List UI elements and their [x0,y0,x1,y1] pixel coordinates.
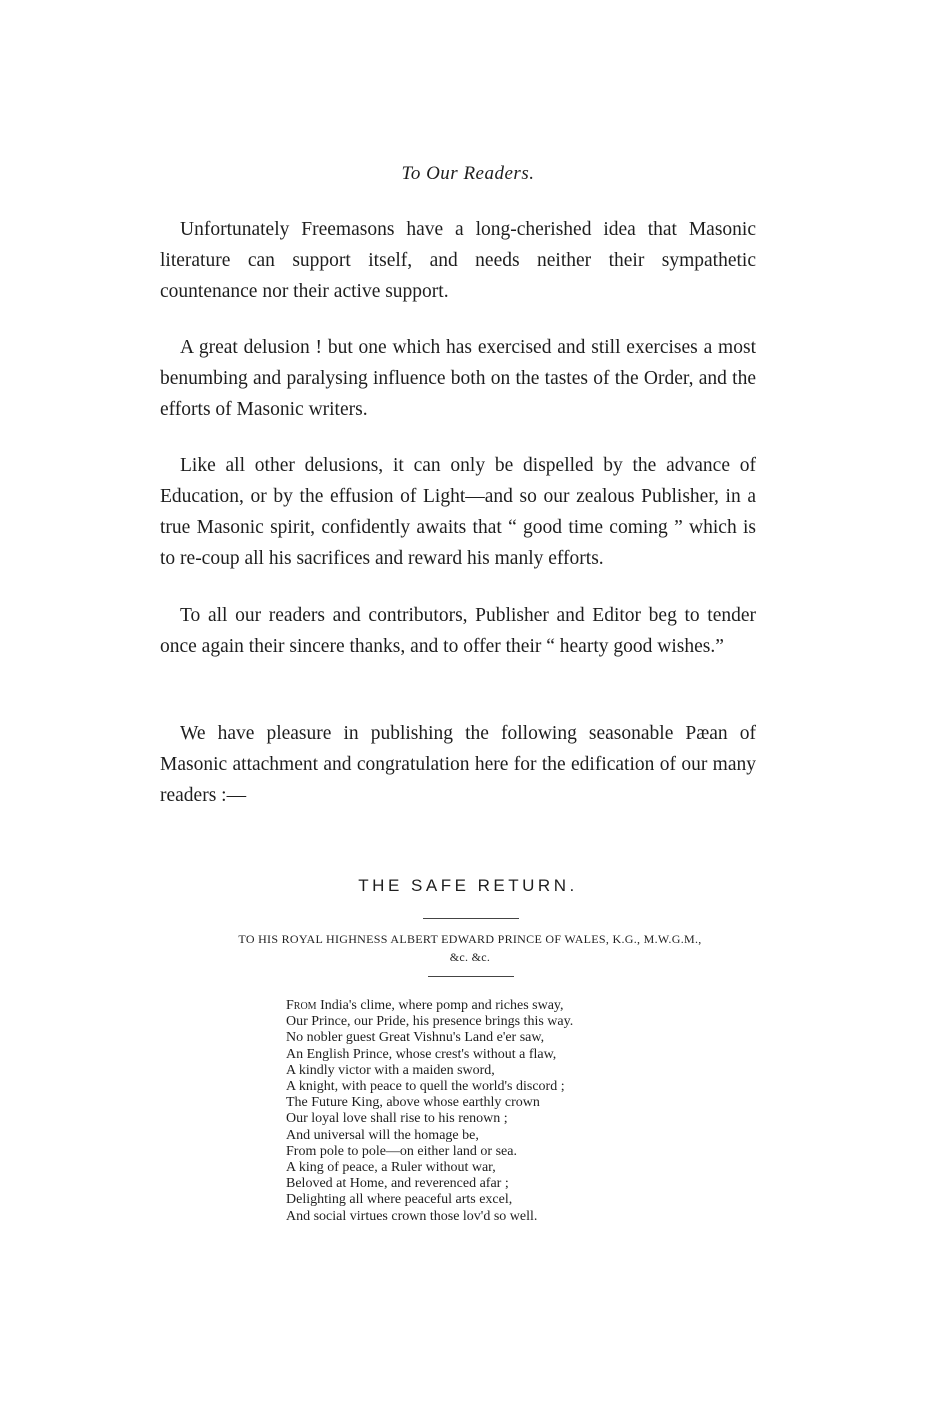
poem-line: No nobler guest Great Vishnu's Land e'er saw, [286,1030,545,1046]
paragraph-2: A great delusion ! but one which has exercised and still exercises a most benumbing and paralysing influence both on the tastes of the Order, and the efforts of Masonic writers. [160,337,756,420]
poem-line: Delighting all where peaceful arts excel, [286,1192,513,1208]
poem-line: Beloved at Home, and reverenced afar ; [286,1176,509,1192]
paragraph-1: Unfortunately Freemasons have a long-cherished idea that Masonic literature can support itself, and needs neither their sympathetic countenance nor their active support. [160,219,756,302]
poem-line [286,998,706,1014]
poem-line: An English Prince, whose crest's without a flaw, [286,1046,557,1062]
dedication-line: TO HIS ROYAL HIGHNESS ALBERT EDWARD PRINCE OF WALES, K.G., M.W.G.M., [238,932,702,946]
poem-dedication [180,930,760,966]
page-heading: To Our Readers. [401,163,535,184]
poem-title: THE SAFE RETURN. [358,876,578,895]
paragraph-5: We have pleasure in publishing the following seasonable Pæan of Masonic attachment and congratulation here for the edification of our many readers :— [160,723,756,806]
poem-line: The Future King, above whose earthly crown [286,1095,540,1111]
paragraph-4: To all our readers and contributors, Publisher and Editor beg to tender once again their sincere thanks, and to offer their “ hearty good wishes.” [160,605,756,657]
poem-line: Our loyal love shall rise to his renown ; [286,1111,508,1127]
divider-rule [428,976,514,977]
poem-line: Our Prince, our Pride, his presence brings this way. [286,1014,574,1030]
poem-line: From pole to pole—on either land or sea. [286,1143,517,1159]
poem-first-word: From [286,998,317,1013]
poem-line: A king of peace, a Ruler without war, [286,1160,496,1176]
paragraph-3: Like all other delusions, it can only be dispelled by the advance of Education, or by the effusion of Light—and so our zealous Publisher, in a true Masonic spirit, confidently awaits that “ good time coming ” which is to re-coup all his sacrifices and reward his manly efforts. [160,455,756,569]
poem-first-line-rest: India's clime, where pomp and riches sway, [316,998,564,1013]
poem-line: And universal will the homage be, [286,1127,479,1143]
poem-body [286,998,706,1225]
poem-line: A knight, with peace to quell the world's discord ; [286,1079,565,1095]
divider-rule [423,918,519,919]
dedication-etc: &c. &c. [449,950,491,964]
poem-line: A kindly victor with a maiden sword, [286,1062,495,1078]
poem-line: And social virtues crown those lov'd so well. [286,1208,538,1224]
